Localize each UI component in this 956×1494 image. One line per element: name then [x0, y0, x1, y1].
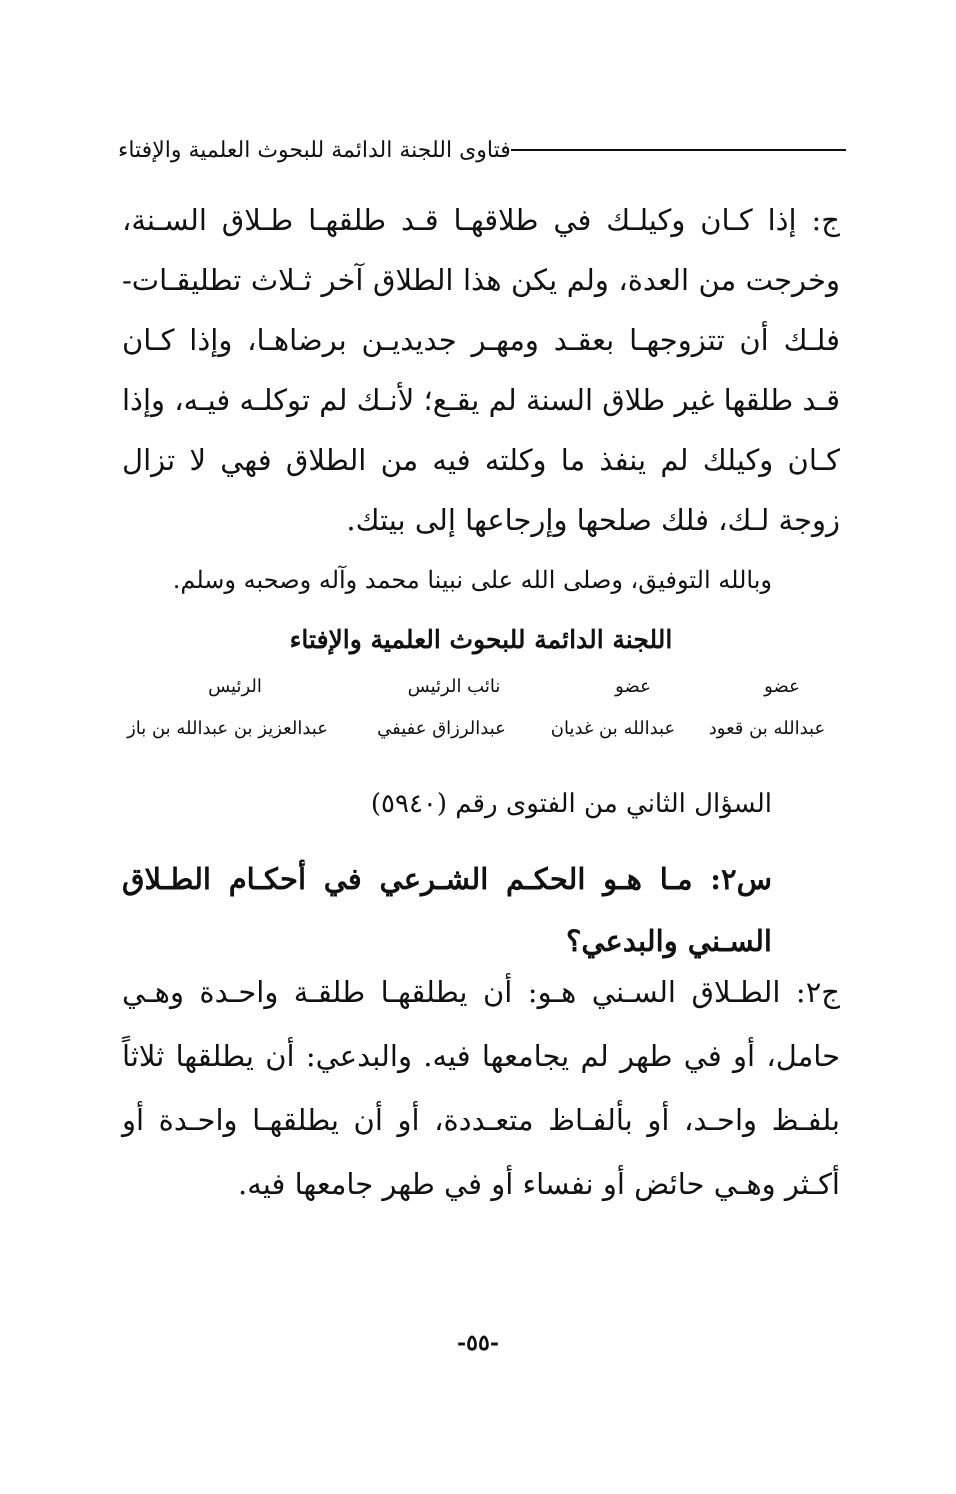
name-president: عبدالعزيز بن عبدالله بن باز: [127, 718, 328, 739]
committee-roles: [120, 672, 832, 702]
running-header: [118, 130, 860, 170]
committee-names: [120, 714, 832, 744]
role-member-1: عضو: [764, 676, 800, 697]
answer-1-text: ج: إذا كـان وكيلـك في طلاقهـا قـد طلقهـا طـلاق السـنة، وخرجت من العدة، ولم يكن هذا الطلاق آخر ثـلاث تطليقـات- فلـك أن تتزوجهـا بعقـد ومهـر جديديـن برضاهـا، وإذا كـان قـد طلقها غير طلاق السنة لم يقـع؛ لأنـك لم توكلـه فيـه، وإذا كـان وكيلك لم ينفذ ما وكلته فيه من الطلاق فهي لا تزال زوجة لـك، فلك صلحها وإرجاعها إلى بيتك.: [122, 203, 840, 537]
role-president: الرئيس: [208, 676, 262, 697]
header-rule: [511, 149, 846, 151]
question-text: س٢: مـا هـو الحكـم الشـرعي في أحكـام الطـلاق السـني والبدعي؟: [122, 862, 772, 958]
closing-line: وبالله التوفيق، وصلى الله على نبينا محمد وآله وصحبه وسلم.: [172, 566, 772, 594]
role-vice-president: نائب الرئيس: [407, 676, 501, 697]
page-number: -٥٥-: [457, 1330, 499, 1356]
name-vice-president: عبدالرزاق عفيفي: [377, 718, 506, 739]
name-member-1: عبدالله بن قعود: [708, 718, 826, 739]
role-member-2: عضو: [615, 676, 651, 697]
answer-1: [122, 190, 840, 550]
header-title: فتاوى اللجنة الدائمة للبحوث العلمية والإفتاء: [118, 137, 511, 163]
committee-name: اللجنة الدائمة للبحوث العلمية والإفتاء: [289, 625, 673, 654]
question-heading: السؤال الثاني من الفتوى رقم (٥٩٤٠): [370, 789, 772, 819]
name-member-2: عبدالله بن غديان: [550, 718, 676, 739]
answer-2-text: ج٢: الطـلاق السـني هـو: أن يطلقهـا طلقـة واحـدة وهـي حامل، أو في طهر لم يجامعها فيه. والبدعي: أن يطلقها ثلاثاً بلفـظ واحـد، أو بألفـاظ متعـددة، أو أن يطلقهـا واحـدة أو أكـثر وهـي حائض أو نفساء أو في طهر جامعها فيه.: [122, 975, 840, 1201]
